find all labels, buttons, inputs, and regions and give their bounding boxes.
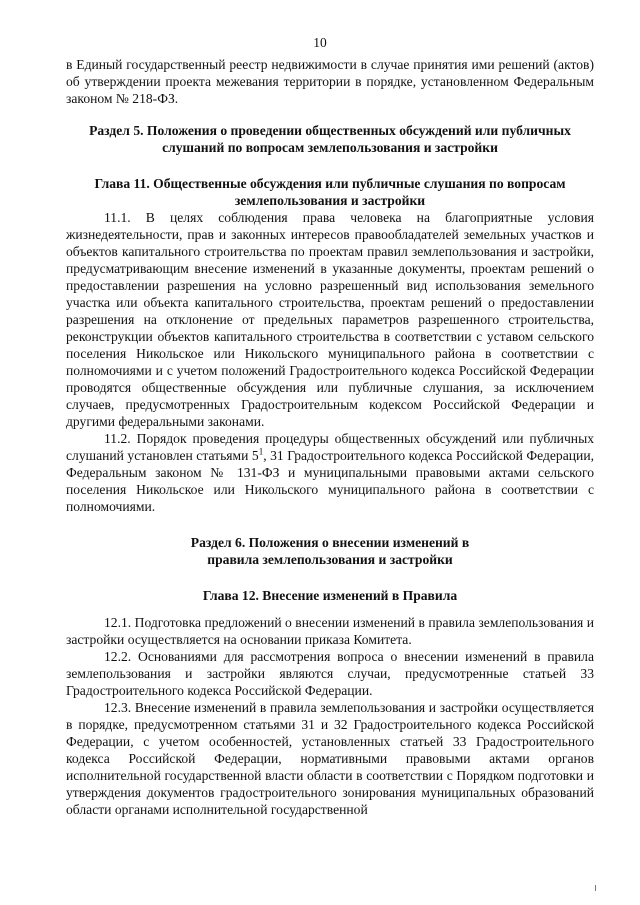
chapter-11-title-line-2: землепользования и застройки bbox=[234, 193, 426, 208]
chapter-11-heading bbox=[66, 175, 594, 209]
section-6-title-line-2: правила землепользования и застройки bbox=[207, 552, 453, 567]
page-number: 10 bbox=[313, 35, 327, 50]
paragraph-11-2 bbox=[66, 430, 594, 515]
paragraph-12-2: 12.2. Основаниями для рассмотрения вопроса о внесении изменений в правила землепользования и застройки являются случаи, предусмотренные статьей 33 Градостроительного кодекса Российской Федерации. bbox=[66, 649, 594, 698]
chapter-12-title: Глава 12. Внесение изменений в Правила bbox=[202, 588, 458, 603]
section-6-heading bbox=[66, 534, 594, 568]
section-6-title-line-1: Раздел 6. Положения о внесении изменений в bbox=[190, 535, 470, 550]
scan-mark bbox=[595, 885, 596, 891]
section-5-title-line-1: Раздел 5. Положения о проведении общественных обсуждений или публичных bbox=[89, 123, 571, 138]
paragraph-11-2-text-end: , 31 Градостроительного кодекса Российской Федерации, Федеральным законом № 131-ФЗ и муниципальными правовыми актами сельского поселения Никольское или Никольского муниципального района в соответствии с полномочиями. bbox=[66, 448, 594, 514]
intro-paragraph: в Единый государственный реестр недвижимости в случае принятия ими решений (актов) об утверждении проекта межевания территории в порядке, установленном Федеральным законом № 218-ФЗ. bbox=[66, 57, 594, 106]
chapter-11-title-line-1: Глава 11. Общественные обсуждения или публичные слушания по вопросам bbox=[94, 176, 566, 191]
page-content bbox=[66, 56, 594, 818]
paragraph-12-1: 12.1. Подготовка предложений о внесении изменений в правила землепользования и застройки осуществляется на основании приказа Комитета. bbox=[66, 615, 594, 647]
paragraph-11-2-text-start: 11.2. Порядок проведения процедуры общественных обсуждений или публичных слушаний установлен статьями 5 bbox=[66, 431, 594, 463]
section-5-title-line-2: слушаний по вопросам землепользования и застройки bbox=[162, 140, 498, 155]
paragraph-12-3: 12.3. Внесение изменений в правила землепользования и застройки осуществляется в порядке, предусмотренном статьями 31 и 32 Градостроительного кодекса Российской Федерации, с учетом особенностей, установленных статьей 33 Градостроительного кодекса Российской Федерации, нормативными правовыми актами органов исполнительной государственной власти области в соответствии с Порядком подготовки и утверждения документов градостроительного зонирования муниципальных образований области органами исполнительной государственной bbox=[66, 700, 594, 817]
section-5-heading bbox=[66, 122, 594, 156]
paragraph-11-1: 11.1. В целях соблюдения права человека на благоприятные условия жизнедеятельности, прав и законных интересов правообладателей земельных участков и объектов капитального строительства по проектам правил землепользования и застройки, предусматривающим внесение изменений в указанные документы, проектам решений о предоставлении разрешения на условно разрешенный вид использования земельного участка или объекта капитального строительства, проектам решений о предоставлении разрешения на отклонение от предельных параметров разрешенного строительства, реконструкции объектов капитального строительства в соответствии с уставом сельского поселения Никольское или Никольского муниципального района в соответствии с полномочиями и с учетом положений Градостроительного кодекса Российской Федерации проводятся общественные обсуждения или публичные слушания, за исключением случаев, предусмотренных Градостроительным кодексом Российской Федерации и другими федеральными законами. bbox=[66, 210, 594, 429]
article-superscript: 1 bbox=[258, 446, 264, 457]
